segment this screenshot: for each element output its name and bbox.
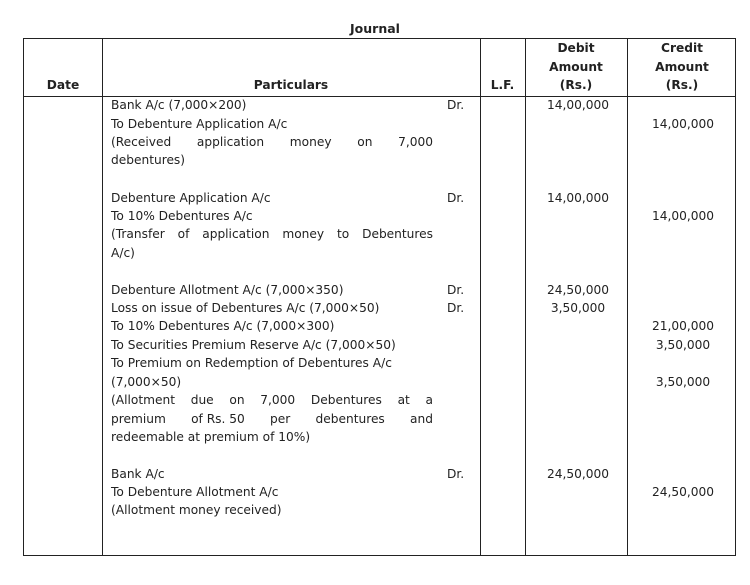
word: 7,000 — [398, 135, 433, 149]
credit-amount: 14,00,000 — [651, 209, 715, 223]
particulars-line: A/c) — [111, 246, 135, 260]
particulars-narration — [111, 133, 433, 151]
word: application — [202, 227, 270, 241]
particulars-line: Bank A/c — [111, 467, 165, 481]
particulars-line: To Premium on Redemption of Debentures A/c — [111, 356, 392, 370]
particulars-line: To Securities Premium Reserve A/c (7,000×50) — [111, 338, 396, 352]
header-credit-line2: Amount — [655, 59, 709, 74]
particulars-line: (Allotment money received) — [111, 503, 282, 517]
word: due — [190, 393, 214, 407]
credit-amount: 14,00,000 — [651, 117, 715, 131]
word: debentures — [315, 412, 385, 426]
dr-marker: Dr. — [447, 301, 465, 315]
particulars-narration — [111, 391, 433, 409]
word: a — [425, 393, 433, 407]
journal-table — [23, 38, 736, 556]
header-date: Date — [46, 78, 80, 92]
column-divider-particulars — [480, 39, 481, 555]
header-lf: L.F. — [490, 78, 515, 92]
header-debit-line2: Amount — [549, 59, 603, 74]
dr-marker: Dr. — [447, 98, 465, 112]
word: application — [196, 135, 265, 149]
particulars-line: To 10% Debentures A/c (7,000×300) — [111, 319, 335, 333]
word: to — [336, 227, 350, 241]
credit-amount: 24,50,000 — [651, 485, 715, 499]
header-credit-line3: (Rs.) — [665, 78, 699, 92]
particulars-line: To Debenture Allotment A/c — [111, 485, 279, 499]
debit-amount: 14,00,000 — [546, 191, 610, 205]
header-credit-amount — [627, 39, 737, 95]
header-debit-line3: (Rs.) — [559, 78, 593, 92]
debit-amount: 3,50,000 — [550, 301, 606, 315]
column-divider-date — [102, 39, 103, 555]
credit-amount: 3,50,000 — [655, 375, 711, 389]
dr-marker: Dr. — [447, 283, 465, 297]
word: money — [282, 227, 325, 241]
header-particulars: Particulars — [253, 78, 329, 92]
word: on — [357, 135, 373, 149]
word: premium — [111, 412, 166, 426]
word: of — [177, 227, 190, 241]
journal-title: Journal — [350, 21, 400, 36]
particulars-line: redeemable at premium of 10%) — [111, 430, 311, 444]
word: on — [229, 393, 245, 407]
credit-amount: 21,00,000 — [651, 319, 715, 333]
particulars-line: To Debenture Application A/c — [111, 117, 288, 131]
header-credit-line1: Credit — [661, 41, 703, 55]
particulars-narration — [111, 225, 433, 243]
particulars-line: Debenture Allotment A/c (7,000×350) — [111, 283, 344, 297]
header-debit-amount — [525, 39, 627, 95]
word: (Allotment — [111, 393, 175, 407]
word: at — [397, 393, 410, 407]
word: money — [289, 135, 332, 149]
debit-amount: 24,50,000 — [546, 467, 610, 481]
debit-amount: 24,50,000 — [546, 283, 610, 297]
particulars-line: Bank A/c (7,000×200) — [111, 98, 247, 112]
word: Debentures — [362, 227, 433, 241]
particulars-line: (7,000×50) — [111, 375, 182, 389]
credit-amount: 3,50,000 — [655, 338, 711, 352]
dr-marker: Dr. — [447, 467, 465, 481]
particulars-line: debentures) — [111, 153, 186, 167]
dr-marker: Dr. — [447, 191, 465, 205]
debit-amount: 14,00,000 — [546, 98, 610, 112]
header-debit-line1: Debit — [557, 41, 595, 55]
particulars-line: Loss on issue of Debentures A/c (7,000×50) — [111, 301, 380, 315]
word: 7,000 — [260, 393, 296, 407]
word: and — [410, 412, 433, 426]
particulars-line: Debenture Application A/c — [111, 191, 271, 205]
particulars-narration — [111, 410, 433, 428]
particulars-line: To 10% Debentures A/c — [111, 209, 253, 223]
word: Debentures — [310, 393, 382, 407]
word: per — [270, 412, 291, 426]
word: of Rs. 50 — [191, 412, 245, 426]
word: (Transfer — [111, 227, 165, 241]
word: (Received — [111, 135, 172, 149]
